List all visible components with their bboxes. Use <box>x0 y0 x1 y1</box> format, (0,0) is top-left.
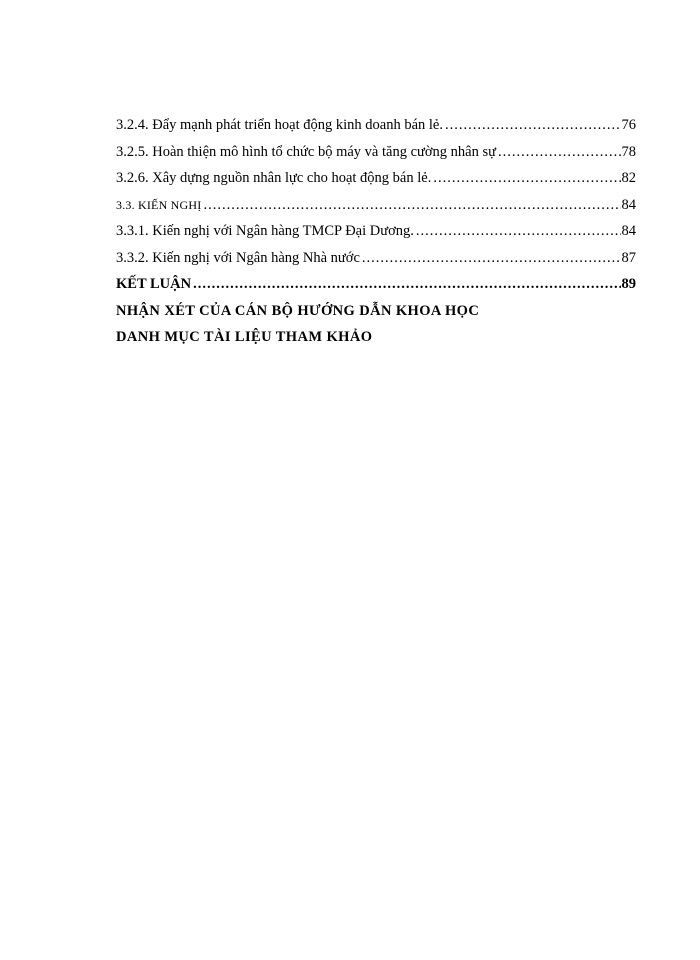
toc-leader-dots <box>498 139 621 166</box>
toc-leader-dots <box>362 245 621 272</box>
toc-heading-supervisor-review[interactable]: NHẬN XÉT CỦA CÁN BỘ HƯỚNG DẪN KHOA HỌC <box>116 302 480 319</box>
toc-leader-dots <box>433 165 620 192</box>
toc-entry-title: 3.2.4. Đẩy mạnh phát triển hoạt động kinh doanh bán lẻ. <box>116 117 443 133</box>
toc-heading-references[interactable]: DANH MỤC TÀI LIỆU THAM KHẢO <box>116 329 373 345</box>
toc-entry-title: 3.2.5. Hoàn thiện mô hình tổ chức bộ máy và tăng cường nhân sự <box>116 143 496 160</box>
toc-entry-page: 84 <box>621 223 636 239</box>
toc-entry-page: 76 <box>621 117 636 133</box>
toc-leader-dots <box>193 271 620 298</box>
toc-leader-dots <box>416 218 621 245</box>
toc-entry-ket-luan[interactable] <box>116 271 636 298</box>
toc-leader-dots <box>445 112 621 139</box>
toc-entry-3-2-6[interactable] <box>116 165 636 192</box>
toc-entry-title: 3.3.1. Kiến nghị với Ngân hàng TMCP Đại Dương. <box>116 223 414 239</box>
toc-entry-title: KẾT LUẬN <box>116 276 192 292</box>
toc-entry-3-3[interactable] <box>116 192 636 219</box>
toc-entry-page: 89 <box>621 276 636 292</box>
table-of-contents <box>116 112 636 351</box>
toc-leader-dots <box>203 192 620 219</box>
toc-entry-3-2-4[interactable] <box>116 112 636 139</box>
toc-entry-title: 3.3.2. Kiến nghị với Ngân hàng Nhà nước <box>116 249 360 266</box>
toc-entry-page: 78 <box>621 143 636 160</box>
toc-entry-3-3-1[interactable] <box>116 218 636 245</box>
toc-entry-page: 84 <box>621 196 636 213</box>
toc-entry-title: 3.3. KIẾN NGHỊ <box>116 197 202 212</box>
toc-entry-page: 87 <box>621 249 636 266</box>
toc-entry-title: 3.2.6. Xây dựng nguồn nhân lực cho hoạt động bán lẻ. <box>116 170 432 186</box>
toc-entry-3-3-2[interactable] <box>116 245 636 272</box>
toc-entry-page: 82 <box>621 170 636 186</box>
toc-entry-3-2-5[interactable] <box>116 139 636 166</box>
